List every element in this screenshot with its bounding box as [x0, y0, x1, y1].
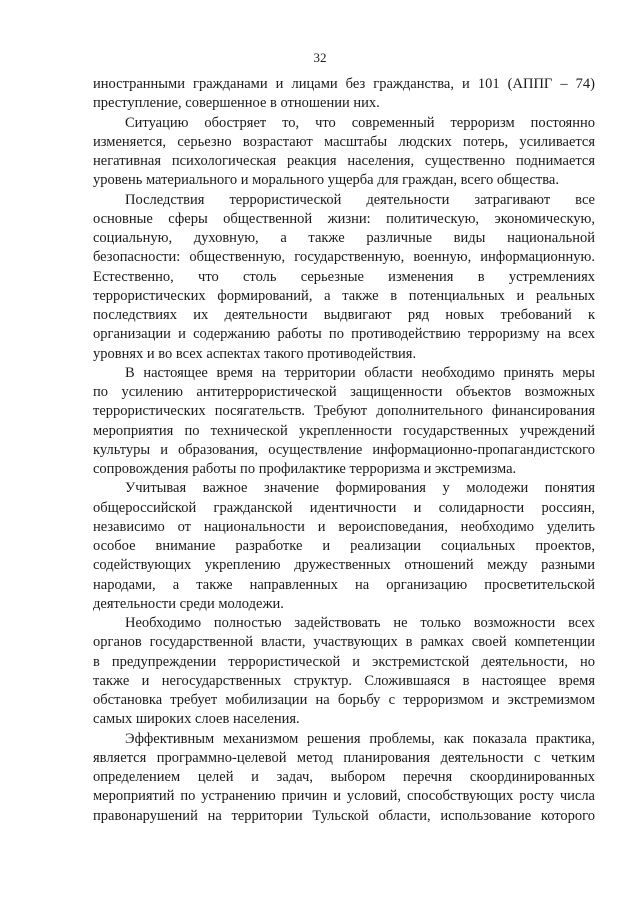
text-line: негативная психологическая реакция населения, существенно поднимается [93, 153, 595, 169]
text-line: в предупреждении террористической и экстремистской деятельности, но [93, 653, 595, 670]
text-line: общероссийской гражданской идентичности и солидарности россиян, [93, 499, 595, 516]
page-number: 32 [313, 50, 327, 65]
text-line: особое внимание разработке и реализации социальных проектов, [93, 538, 595, 554]
text-line: культуры и образования, осуществление информационно-пропагандистского [93, 441, 595, 458]
text-line: террористических формирований, а также в потенциальных и реальных [93, 287, 595, 304]
text-line: обстановка требует мобилизации на борьбу с терроризмом и экстремизмом [93, 692, 595, 708]
text-line: уровень материального и морального ущерба для граждан, всего общества. [93, 172, 559, 189]
text-line: уровнях и во всех аспектах такого противодействия. [93, 345, 417, 362]
text-line: организации и содержанию работы по противодействию терроризму на всех [93, 326, 595, 343]
text-line: основные сферы общественной жизни: политическую, экономическую, [93, 210, 595, 227]
text-line: Необходимо полностью задействовать не только возможности всех [125, 615, 595, 631]
text-line: Последствия террористической деятельности затрагивают все [125, 191, 595, 208]
paragraph [93, 75, 595, 114]
text-line: Естественно, что столь серьезные изменения в устремлениях [93, 268, 595, 285]
text-line: изменяется, серьезно возрастают масштабы людских потерь, усиливается [93, 133, 595, 150]
text-line: также и негосударственных структур. Сложившаяся в настоящее время [93, 672, 595, 689]
body-text [93, 75, 595, 826]
text-line: последствиях их деятельности выдвигают ряд новых требований к [93, 307, 595, 323]
text-line: правонарушений на территории Тульской области, использование которого [93, 807, 595, 824]
text-line: террористических посягательств. Требуют дополнительного финансирования [93, 403, 595, 420]
text-line: независимо от национальности и вероисповедания, необходимо уделить [93, 518, 595, 535]
text-line: мероприятий по устранению причин и условий, способствующих росту числа [93, 788, 595, 805]
text-line: Учитывая важное значение формирования у молодежи понятия [125, 480, 595, 497]
text-line: сопровождения работы по профилактике терроризма и экстремизма. [93, 461, 517, 477]
paragraph [93, 364, 595, 480]
paragraph [93, 114, 595, 191]
text-line: деятельности среди молодежи. [93, 595, 284, 612]
text-line: является программно-целевой метод планирования деятельности с четким [93, 749, 595, 766]
text-line: Ситуацию обостряет то, что современный терроризм постоянно [125, 114, 595, 131]
paragraph [93, 479, 595, 614]
text-line: самых широких слоев населения. [93, 711, 300, 728]
text-line: народами, а также направленных на организацию просветительской [93, 576, 595, 593]
text-line: содействующих укреплению дружественных отношений между разными [93, 557, 595, 574]
text-line: органов государственной власти, участвующих в рамках своей компетенции [93, 634, 595, 651]
text-line: иностранными гражданами и лицами без гражданства, и 101 (АППГ – 74) [93, 76, 595, 92]
paragraph [93, 730, 595, 826]
text-line: по усилению антитеррористической защищенности объектов возможных [93, 384, 595, 400]
text-line: определением целей и задач, выбором перечня скоординированных [93, 769, 595, 785]
text-line: безопасности: общественную, государственную, военную, информационную. [93, 249, 595, 266]
text-line: мероприятия по технической укрепленности государственных учреждений [93, 422, 595, 439]
text-line: социальную, духовную, а также различные виды национальной [93, 230, 595, 246]
paragraph [93, 191, 595, 364]
text-line: В настоящее время на территории области необходимо принять меры [125, 364, 595, 381]
text-line: Эффективным механизмом решения проблемы, как показала практика, [125, 730, 595, 747]
paragraph [93, 614, 595, 730]
text-line: преступление, совершенное в отношении них. [93, 95, 380, 112]
